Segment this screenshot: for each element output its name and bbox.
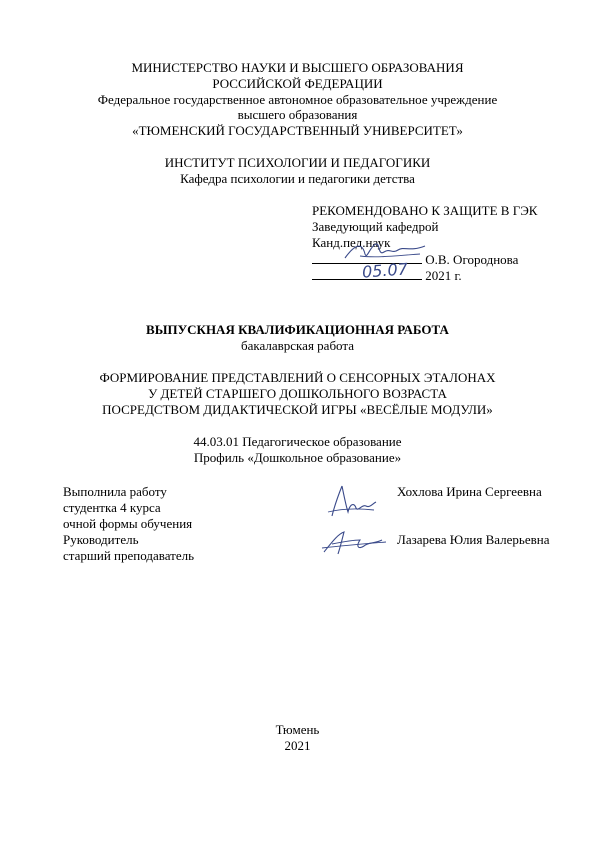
author-name: Хохлова Ирина Сергеевна xyxy=(397,484,542,499)
ministry-line-1: МИНИСТЕРСТВО НАУКИ И ВЫСШЕГО ОБРАЗОВАНИЯ xyxy=(131,60,464,75)
author-label-2: студентка 4 курса xyxy=(63,500,161,515)
approval-degree: Канд.пед.наук xyxy=(312,235,391,250)
footer-city: Тюмень xyxy=(275,722,320,737)
department-name: Кафедра психологии и педагогики детства xyxy=(180,171,415,186)
approver-name: О.В. Огороднова xyxy=(425,252,519,267)
author-label-3: очной формы обучения xyxy=(63,516,193,531)
work-type: ВЫПУСКНАЯ КВАЛИФИКАЦИОННАЯ РАБОТА xyxy=(146,322,449,337)
supervisor-name: Лазарева Юлия Валерьевна xyxy=(397,532,550,547)
approval-role: Заведующий кафедрой xyxy=(312,219,439,234)
approval-year: 2021 г. xyxy=(425,268,462,283)
work-title-line-1: ФОРМИРОВАНИЕ ПРЕДСТАВЛЕНИЙ О СЕНСОРНЫХ ЭТАЛОНАХ xyxy=(99,370,496,385)
university-name: «ТЮМЕНСКИЙ ГОСУДАРСТВЕННЫЙ УНИВЕРСИТЕТ» xyxy=(132,123,463,138)
footer-year: 2021 xyxy=(284,738,311,753)
supervisor-label-2: старший преподаватель xyxy=(63,548,195,563)
institution-line-1: Федеральное государственное автономное образовательное учреждение xyxy=(97,92,498,107)
specialty: 44.03.01 Педагогическое образование xyxy=(193,434,402,449)
work-title-line-3: ПОСРЕДСТВОМ ДИДАКТИЧЕСКОЙ ИГРЫ «ВЕСЁЛЫЕ МОДУЛИ» xyxy=(102,402,493,417)
author-label-1: Выполнила работу xyxy=(63,484,167,499)
institute-name: ИНСТИТУТ ПСИХОЛОГИИ И ПЕДАГОГИКИ xyxy=(164,155,431,170)
work-subtype: бакалаврская работа xyxy=(241,338,354,353)
institution-line-2: высшего образования xyxy=(237,107,358,122)
handwritten-date: 05.07 xyxy=(361,259,409,282)
supervisor-label-1: Руководитель xyxy=(63,532,139,547)
supervisor-signature-icon xyxy=(318,528,390,558)
work-title-line-2: У ДЕТЕЙ СТАРШЕГО ДОШКОЛЬНОГО ВОЗРАСТА xyxy=(148,386,447,401)
author-signature-icon xyxy=(320,482,380,520)
profile: Профиль «Дошкольное образование» xyxy=(193,450,402,465)
approval-title: РЕКОМЕНДОВАНО К ЗАЩИТЕ В ГЭК xyxy=(312,203,538,218)
ministry-line-2: РОССИЙСКОЙ ФЕДЕРАЦИИ xyxy=(212,76,383,91)
